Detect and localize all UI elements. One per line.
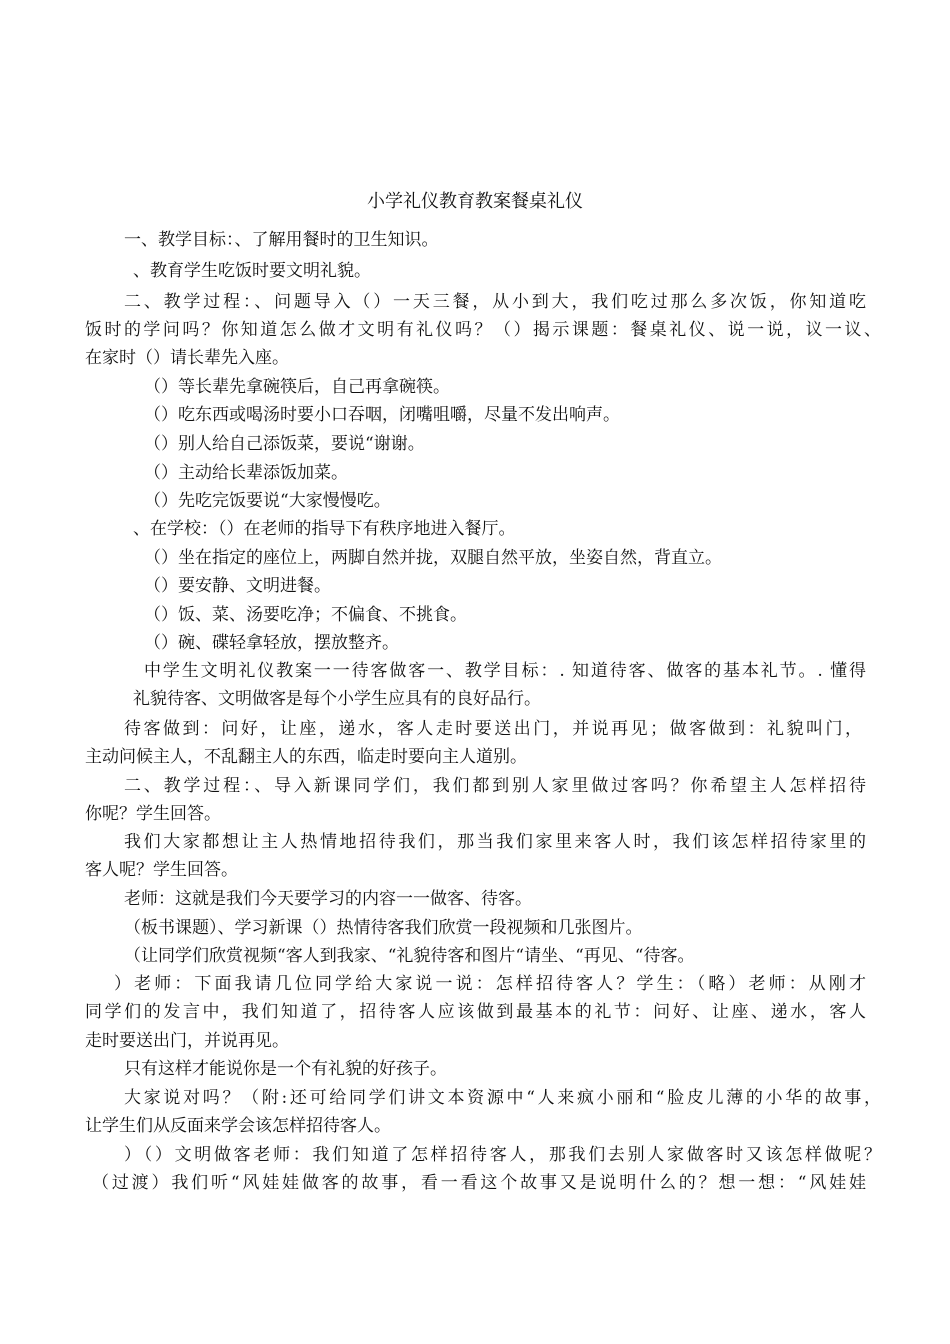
text-line: 只有这样才能说你是一个有礼貌的好孩子。 [124, 1059, 447, 1079]
text-line: （）饭、菜、汤要吃净；不偏食、不挑食。 [144, 605, 467, 625]
text-line: 礼貌待客、文明做客是每个小学生应具有的良好品行。 [133, 689, 541, 709]
text-line: 老师：这就是我们今天要学习的内容一一做客、待客。 [124, 889, 532, 909]
text-line: 二、教学过程：、导入新课同学们，我们都到别人家里做过客吗？你希望主人怎样招待 [124, 776, 866, 796]
text-line: （）别人给自己添饭菜，要说“谢谢。 [144, 434, 425, 454]
text-line: （）等长辈先拿碗筷后，自己再拿碗筷。 [144, 377, 450, 397]
text-line: 大家说对吗？（附:还可给同学们讲文本资源中“人来疯小丽和“脸皮儿薄的小华的故事， [124, 1088, 881, 1108]
text-line: 走时要送出门，并说再见。 [85, 1031, 289, 1051]
text-line: ）（）文明做客老师：我们知道了怎样招待客人，那我们去别人家做客时又该怎样做呢？ [124, 1145, 881, 1165]
text-line: 、在学校：（）在老师的指导下有秩序地进入餐厅。 [133, 519, 516, 539]
text-line: （过渡）我们听“风娃娃做客的故事，看一看这个故事又是说明什么的？想一想：“风娃娃 [92, 1173, 866, 1193]
text-line: （让同学们欣赏视频“客人到我家、“礼貌待客和图片“请坐、“再见、“待客。 [124, 946, 695, 966]
document-title: 小学礼仪教育教案餐桌礼仪 [367, 191, 583, 212]
text-line: 中学生文明礼仪教案一一待客做客一、教学目标：. 知道待客、做客的基本礼节。. 懂得 [144, 661, 866, 681]
text-line: 一、教学目标：、了解用餐时的卫生知识。 [124, 230, 439, 250]
text-line: 客人呢？学生回答。 [85, 860, 238, 880]
text-line: 、教育学生吃饭时要文明礼貌。 [133, 261, 371, 281]
text-line: （）主动给长辈添饭加菜。 [144, 463, 348, 483]
text-line: 主动问候主人，不乱翻主人的东西，临走时要向主人道别。 [85, 747, 527, 767]
text-line: 你呢？学生回答。 [85, 804, 221, 824]
text-line: 让学生们从反面来学会该怎样招待客人。 [85, 1116, 391, 1136]
text-line: 待客做到：问好，让座，递水，客人走时要送出门，并说再见；做客做到：礼貌叫门， [124, 719, 862, 739]
text-line: （）要安静、文明进餐。 [144, 576, 331, 596]
text-line: ）老师：下面我请几位同学给大家说一说：怎样招待客人？学生：（略）老师：从刚才 [114, 974, 866, 994]
text-line: 在家时（）请长辈先入座。 [85, 348, 289, 368]
text-line: （）先吃完饭要说“大家慢慢吃。 [144, 491, 391, 511]
text-line: （）坐在指定的座位上，两脚自然并拢，双腿自然平放，坐姿自然，背直立。 [144, 548, 722, 568]
text-line: （）吃东西或喝汤时要小口吞咽，闭嘴咀嚼，尽量不发出响声。 [144, 405, 620, 425]
text-line: 饭时的学问吗？你知道怎么做才文明有礼仪吗？（）揭示课题：餐桌礼仪、说一说，议一议、 [85, 320, 881, 340]
text-line: 我们大家都想让主人热情地招待我们，那当我们家里来客人时，我们该怎样招待家里的 [124, 832, 866, 852]
text-line: （板书课题）、学习新课（）热情待客我们欣赏一段视频和几张图片。 [124, 918, 643, 938]
text-line: （）碗、碟轻拿轻放，摆放整齐。 [144, 633, 399, 653]
text-line: 二、教学过程：、问题导入（）一天三餐，从小到大，我们吃过那么多次饭，你知道吃 [124, 292, 866, 312]
text-line: 同学们的发言中，我们知道了，招待客人应该做到最基本的礼节：问好、让座、递水，客人 [85, 1002, 866, 1022]
